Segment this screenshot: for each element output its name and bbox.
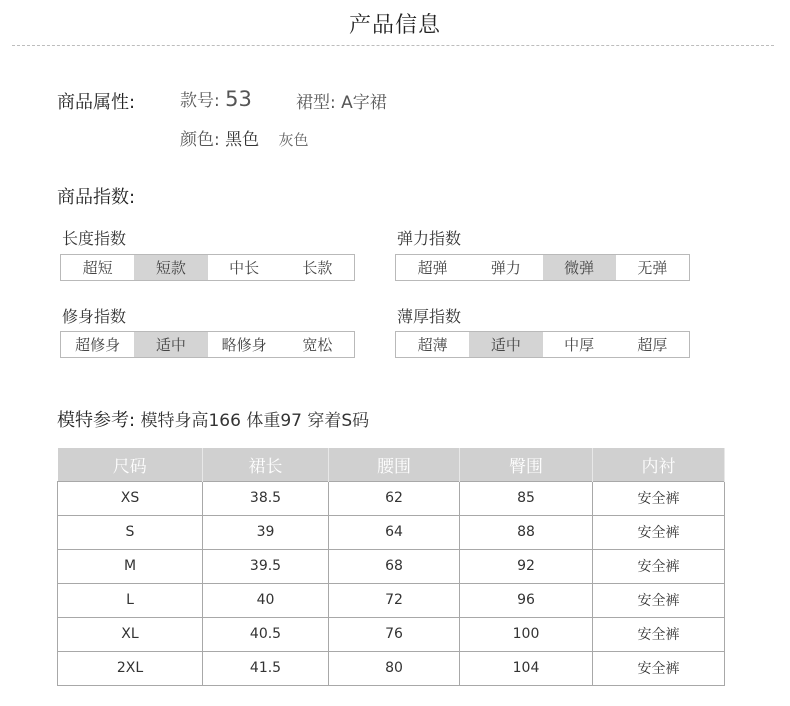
table-cell: 96 xyxy=(460,583,593,617)
table-cell: 41.5 xyxy=(203,651,329,685)
elasticity-index-title: 弹力指数 xyxy=(397,229,462,248)
table-cell: 安全裤 xyxy=(593,617,725,651)
attributes-label: 商品属性: xyxy=(57,92,136,113)
table-cell: 100 xyxy=(460,617,593,651)
fit-index-bar xyxy=(60,331,355,358)
table-row xyxy=(58,651,725,685)
table-cell: 80 xyxy=(329,651,460,685)
header-hip: 臀围 xyxy=(460,448,593,481)
index-option: 超薄 xyxy=(417,336,448,354)
thickness-index-title: 薄厚指数 xyxy=(397,307,462,326)
title-divider xyxy=(12,45,774,46)
table-cell: 92 xyxy=(460,549,593,583)
skirt-type-value: A字裙 xyxy=(341,93,387,113)
color-label: 颜色: xyxy=(180,130,220,150)
table-cell: 40.5 xyxy=(203,617,329,651)
table-cell: 2XL xyxy=(58,651,203,685)
table-cell: 104 xyxy=(460,651,593,685)
index-option: 超短 xyxy=(82,259,113,277)
table-cell: S xyxy=(58,515,203,549)
table-cell: 85 xyxy=(460,481,593,515)
table-cell: 38.5 xyxy=(203,481,329,515)
header-lining: 内衬 xyxy=(593,448,725,481)
index-option: 微弹 xyxy=(543,255,616,280)
index-option: 弹力 xyxy=(490,259,521,277)
table-row xyxy=(58,481,725,515)
skirt-type xyxy=(296,88,387,113)
index-option: 略修身 xyxy=(221,336,267,354)
style-number-value: 53 xyxy=(225,87,252,111)
table-cell: 安全裤 xyxy=(593,481,725,515)
color-attr xyxy=(180,125,309,150)
skirt-type-label: 裙型: xyxy=(296,93,336,113)
table-cell: L xyxy=(58,583,203,617)
table-cell: 72 xyxy=(329,583,460,617)
index-option: 长款 xyxy=(302,259,333,277)
header-waist: 腰围 xyxy=(329,448,460,481)
header-skirt-length: 裙长 xyxy=(203,448,329,481)
table-cell: 安全裤 xyxy=(593,583,725,617)
table-cell: 62 xyxy=(329,481,460,515)
index-option: 适中 xyxy=(469,332,542,357)
table-cell: 76 xyxy=(329,617,460,651)
table-cell: M xyxy=(58,549,203,583)
table-cell: 安全裤 xyxy=(593,515,725,549)
style-number-label: 款号: xyxy=(180,91,220,111)
color-gray: 灰色 xyxy=(278,131,309,149)
index-option: 短款 xyxy=(134,255,207,280)
table-cell: XL xyxy=(58,617,203,651)
page-title: 产品信息 xyxy=(348,13,441,38)
index-option: 超厚 xyxy=(637,336,668,354)
table-cell: 安全裤 xyxy=(593,651,725,685)
length-index-title: 长度指数 xyxy=(62,229,127,248)
size-table-header xyxy=(58,448,725,481)
index-option: 宽松 xyxy=(302,336,333,354)
table-cell: 68 xyxy=(329,549,460,583)
table-cell: 安全裤 xyxy=(593,549,725,583)
color-black: 黑色 xyxy=(225,130,260,150)
table-row xyxy=(58,617,725,651)
elasticity-index-bar xyxy=(395,254,690,281)
thickness-index-bar xyxy=(395,331,690,358)
model-reference xyxy=(57,406,369,432)
table-cell: 39 xyxy=(203,515,329,549)
index-option: 中厚 xyxy=(564,336,595,354)
header-size: 尺码 xyxy=(58,448,203,481)
model-reference-text: 模特身高166 体重97 穿着S码 xyxy=(140,411,370,431)
index-option: 适中 xyxy=(134,332,207,357)
table-cell: 39.5 xyxy=(203,549,329,583)
size-table xyxy=(57,448,725,686)
indices-label: 商品指数: xyxy=(57,187,136,208)
index-option: 中长 xyxy=(229,259,260,277)
model-reference-label: 模特参考: xyxy=(57,410,136,431)
table-cell: 88 xyxy=(460,515,593,549)
table-row xyxy=(58,583,725,617)
length-index-bar xyxy=(60,254,355,281)
table-row xyxy=(58,515,725,549)
fit-index-title: 修身指数 xyxy=(62,307,127,326)
table-row xyxy=(58,549,725,583)
table-cell: XS xyxy=(58,481,203,515)
index-option: 超修身 xyxy=(75,336,121,354)
index-option: 无弹 xyxy=(637,259,668,277)
table-cell: 64 xyxy=(329,515,460,549)
style-number xyxy=(180,86,252,111)
table-cell: 40 xyxy=(203,583,329,617)
index-option: 超弹 xyxy=(417,259,448,277)
